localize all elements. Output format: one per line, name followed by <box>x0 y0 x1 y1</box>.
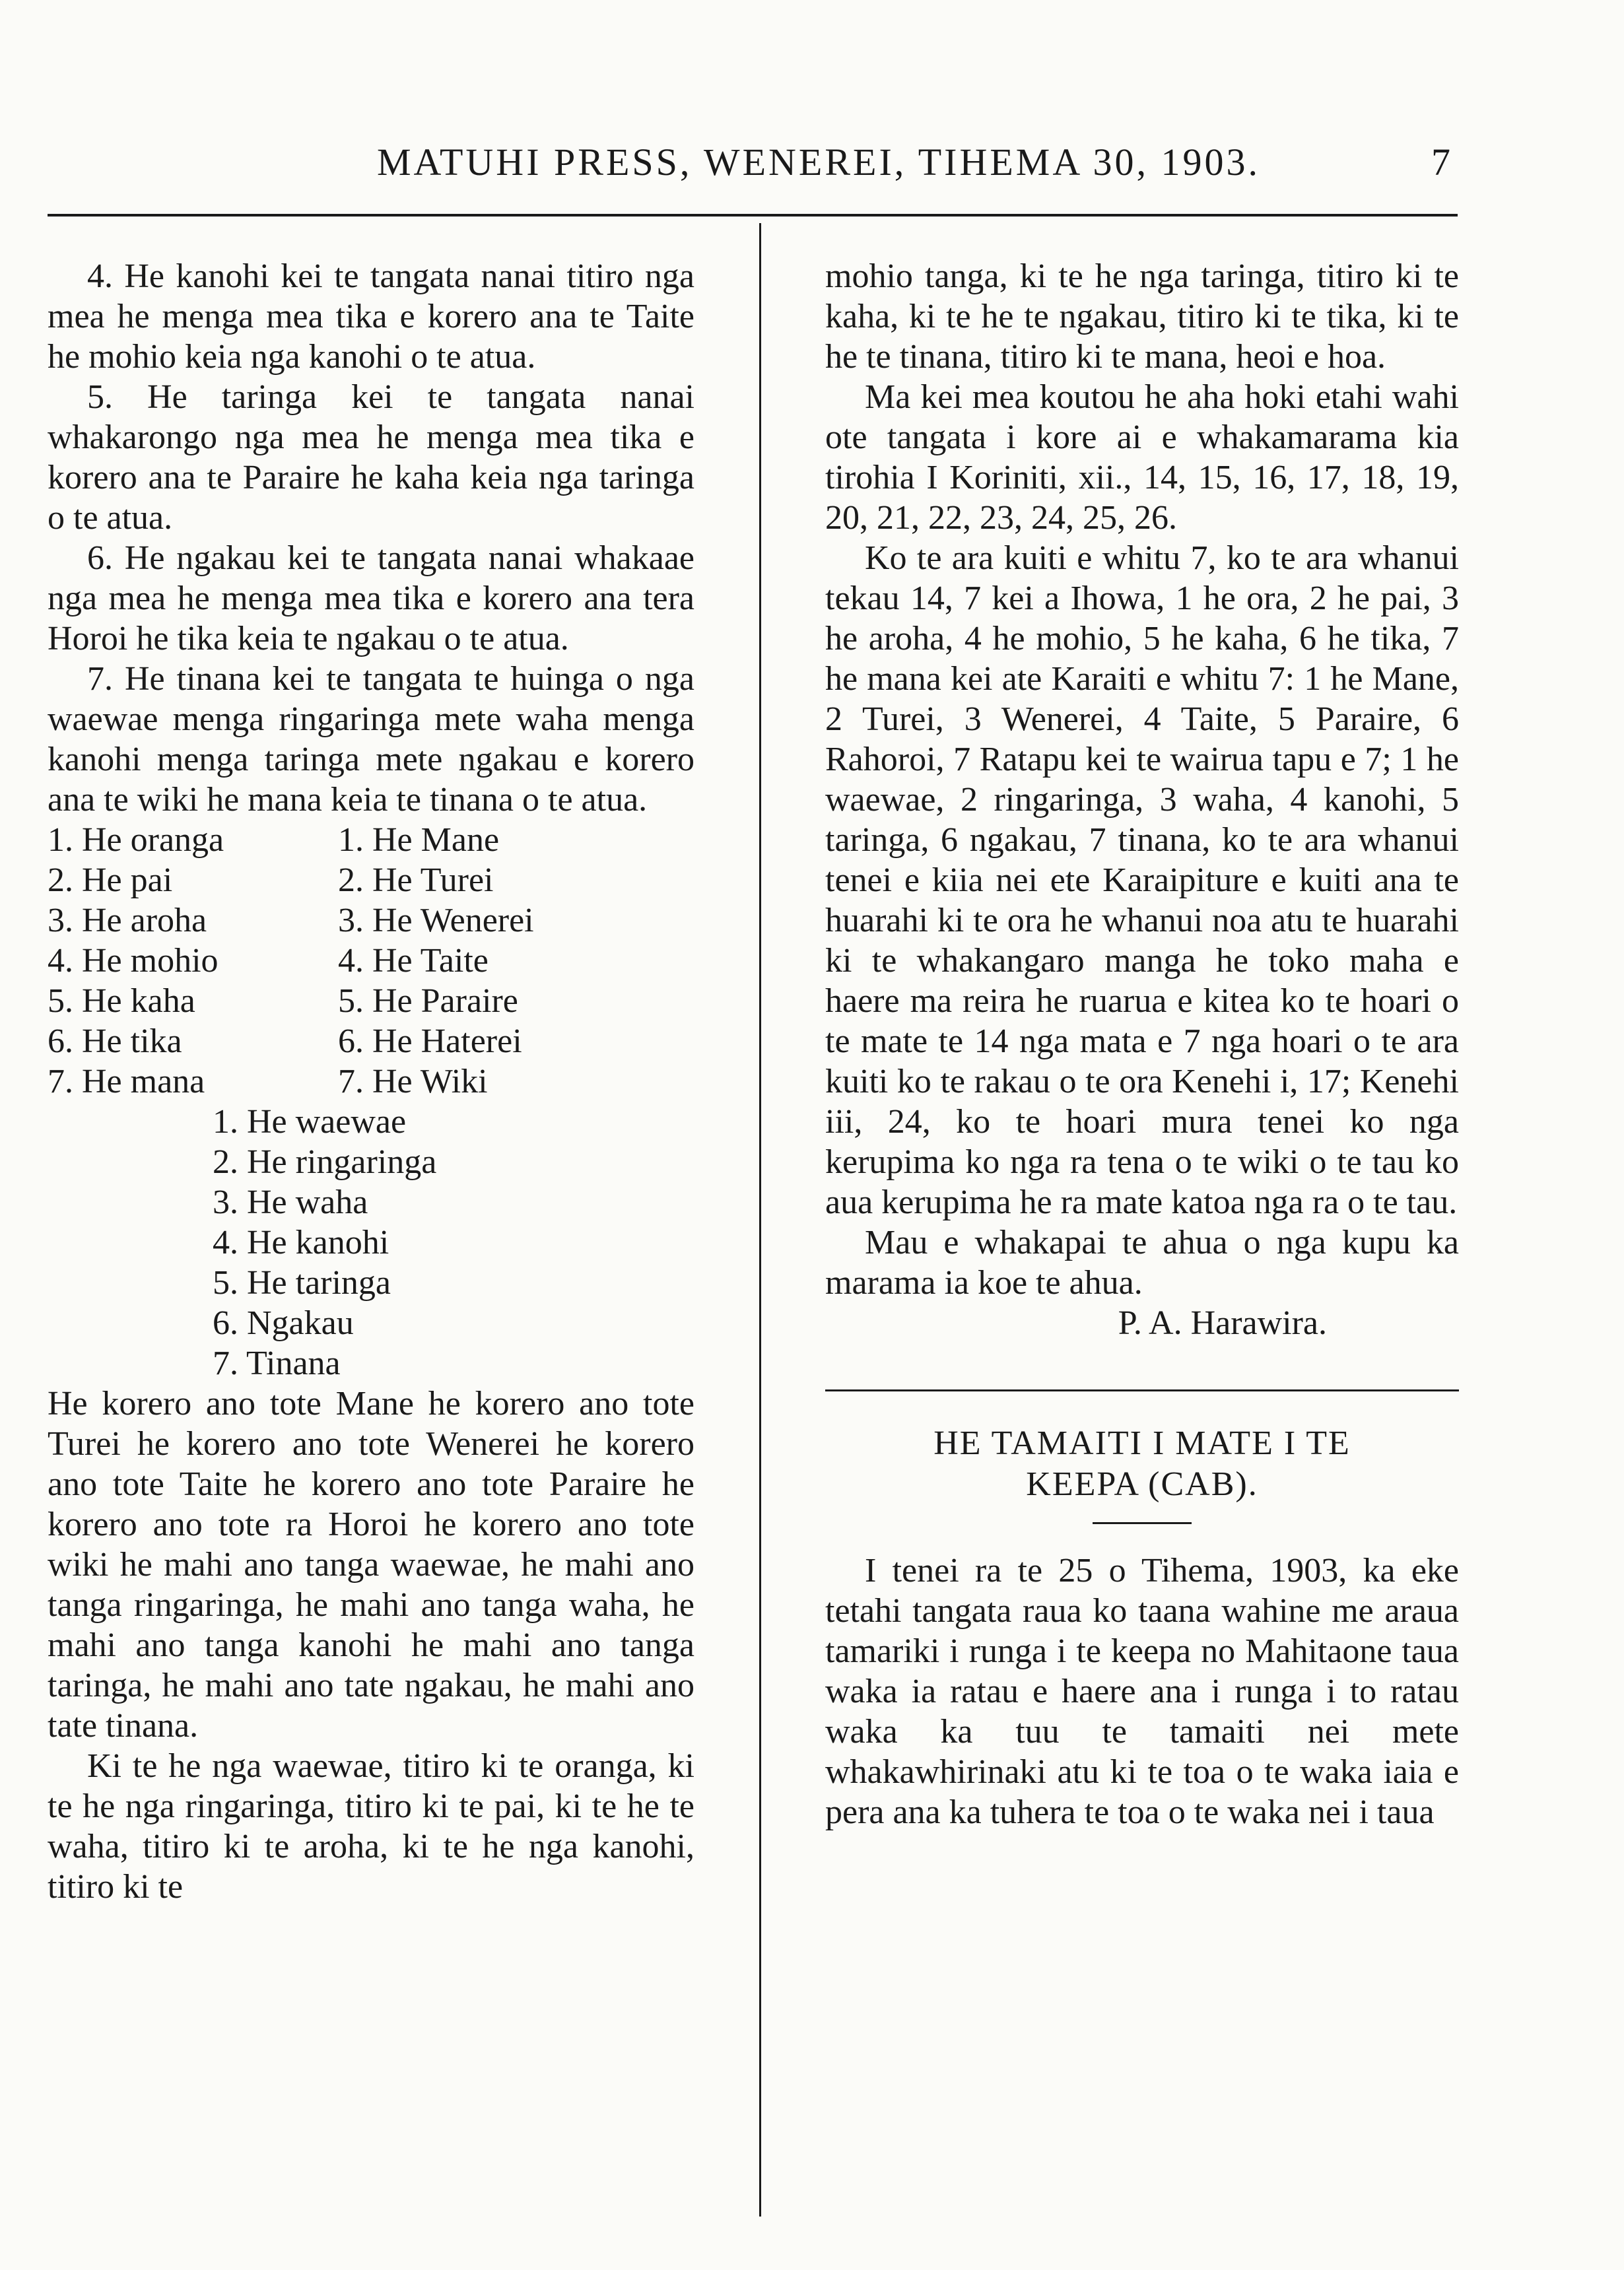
attribute-item: 2. He pai <box>48 861 173 899</box>
column-divider <box>759 223 761 2217</box>
title-underline <box>1093 1522 1192 1524</box>
day-item: 6. He Haterei <box>338 1022 522 1060</box>
header-rule <box>48 214 1458 217</box>
list-item: 6. Ngakau <box>213 1304 354 1342</box>
paragraph-ara-kuiti: Ko te ara kuiti e whitu 7, ko te ara whanui tekau 14, 7 kei a Ihowa, 1 he ora, 2 he pai, 3 he aroha, 4 he mohio, 5 he kaha, 6 he tika, 7 he mana kei ate Karaiti e whitu 7: 1 he Mane, 2 Turei, 3 Wenerei, 4 Taite, 5 Paraire, 6 Rahoroi, 7 Ratapu kei te wairua tapu e 7; 1 he waewae, 2 ringaringa, 3 waha, 4 kanohi, 5 taringa, 6 ngakau, 7 tinana, ko te ara whanui tenei e kiia nei ete Karaipiture e kuiti ana te huarahi ki te ora he whanui noa atu te huarahi ki te whakangaro manga he toko maha e haere ma reira he ruarua e kitea ko te hoari o te mate te 14 nga mata e 7 nga hoari o te ara kuiti ko te rakau o te ora Kenehi i, 17; Kenehi iii, 24, ko te hoari mura tenei ko nga kerupima ko nga ra tena o te wiki o te tau ko aua kerupima he ra mate katoa nga ra o te tau. <box>825 539 1459 1221</box>
list-row <box>48 981 694 1021</box>
page-header-title: MATUHI PRESS, WENEREI, TIHEMA 30, 1903. <box>376 141 1261 184</box>
article-title-line-1: HE TAMAITI I MATE I TE <box>933 1424 1351 1462</box>
paragraph-tinana: 7. He tinana kei te tangata te huinga o nga waewae menga ringaringa mete waha menga kanohi menga taringa mete ngakau e korero ana te wiki he mana keia te tinana o te atua. <box>48 660 694 818</box>
attributes-days-list <box>48 820 694 1102</box>
paragraph-korero: He korero ano tote Mane he korero ano tote Turei he korero ano tote Wenerei he korero ano tote Taite he korero ano tote Paraire he korero ano tote ra Horoi he korero ano tote wiki he mahi ano tanga waewae, he mahi ano tanga ringaringa, he mahi ano tanga waha, he mahi ano tanga kanohi he mahi ano tanga taringa, he mahi ano tate ngakau, he mahi ano tate tinana. <box>48 1385 694 1745</box>
page-number: 7 <box>1431 141 1450 184</box>
section-rule <box>825 1389 1459 1391</box>
day-item: 7. He Wiki <box>338 1063 488 1100</box>
right-column <box>825 256 1459 1832</box>
day-item: 5. He Paraire <box>338 982 518 1020</box>
attribute-item: 4. He mohio <box>48 942 219 980</box>
list-row <box>48 1021 694 1061</box>
list-item: 4. He kanohi <box>213 1224 389 1261</box>
paragraph-ki-te-he: Ki te he nga waewae, titiro ki te oranga, ki te he nga ringaringa, titiro ki te pai, ki te he te waha, titiro ki te aroha, ki te he nga kanohi, titiro ki te <box>48 1747 694 1906</box>
day-item: 4. He Taite <box>338 942 489 980</box>
paragraph-kanohi: 4. He kanohi kei te tangata nanai titiro nga mea he menga mea tika e korero ana te Taite he mohio keia nga kanohi o te atua. <box>48 257 694 376</box>
attribute-item: 3. He aroha <box>48 902 207 939</box>
paragraph-taringa: 5. He taringa kei te tangata nanai whakarongo nga mea he menga mea tika e korero ana te Paraire he kaha keia nga taringa o te atua. <box>48 378 694 537</box>
article-title-line-2: KEEPA (CAB). <box>1026 1465 1258 1503</box>
list-item: 5. He taringa <box>213 1264 391 1302</box>
list-item: 7. Tinana <box>213 1345 341 1382</box>
signature: P. A. Harawira. <box>1118 1304 1327 1342</box>
list-item: 3. He waha <box>213 1184 368 1221</box>
list-row <box>48 1061 694 1102</box>
day-item: 1. He Mane <box>338 821 500 859</box>
paragraph-koriniti: Ma kei mea koutou he aha hoki etahi wahi ote tangata i kore ai e whakamarama kia tirohia I Koriniti, xii., 14, 15, 16, 17, 18, 19, 20, 21, 22, 23, 24, 25, 26. <box>825 378 1459 537</box>
attribute-item: 7. He mana <box>48 1063 205 1100</box>
attribute-item: 1. He oranga <box>48 821 224 859</box>
list-item: 2. He ringaringa <box>213 1143 437 1181</box>
attribute-item: 5. He kaha <box>48 982 195 1020</box>
list-row <box>48 820 694 860</box>
list-row <box>48 900 694 941</box>
attribute-item: 6. He tika <box>48 1022 182 1060</box>
day-item: 2. He Turei <box>338 861 494 899</box>
list-row <box>48 941 694 981</box>
paragraph-continued: mohio tanga, ki te he nga taringa, titiro ki te kaha, ki te he te ngakau, titiro ki te tika, ki te he te tinana, titiro ki te mana, heoi e hoa. <box>825 257 1459 376</box>
list-item: 1. He waewae <box>213 1103 407 1141</box>
paragraph-whakapai: Mau e whakapai te ahua o nga kupu ka marama ia koe te ahua. <box>825 1224 1459 1302</box>
paragraph-ngakau: 6. He ngakau kei te tangata nanai whakaae nga mea he menga mea tika e korero ana tera Horoi he tika keia te ngakau o te atua. <box>48 539 694 657</box>
left-column <box>48 256 694 1907</box>
body-parts-list <box>48 1102 694 1384</box>
day-item: 3. He Wenerei <box>338 902 534 939</box>
paragraph-article-body: I tenei ra te 25 o Tihema, 1903, ka eke tetahi tangata raua ko taana wahine me araua tamariki i runga i te keepa no Mahitaone taua waka ia ratau e haere ana i runga i to ratau waka ka tuu te tamaiti nei mete whakawhirinaki atu ki te toa o te waka iaia e pera ana ka tuhera te toa o te waka nei i taua <box>825 1552 1459 1831</box>
list-row <box>48 860 694 900</box>
